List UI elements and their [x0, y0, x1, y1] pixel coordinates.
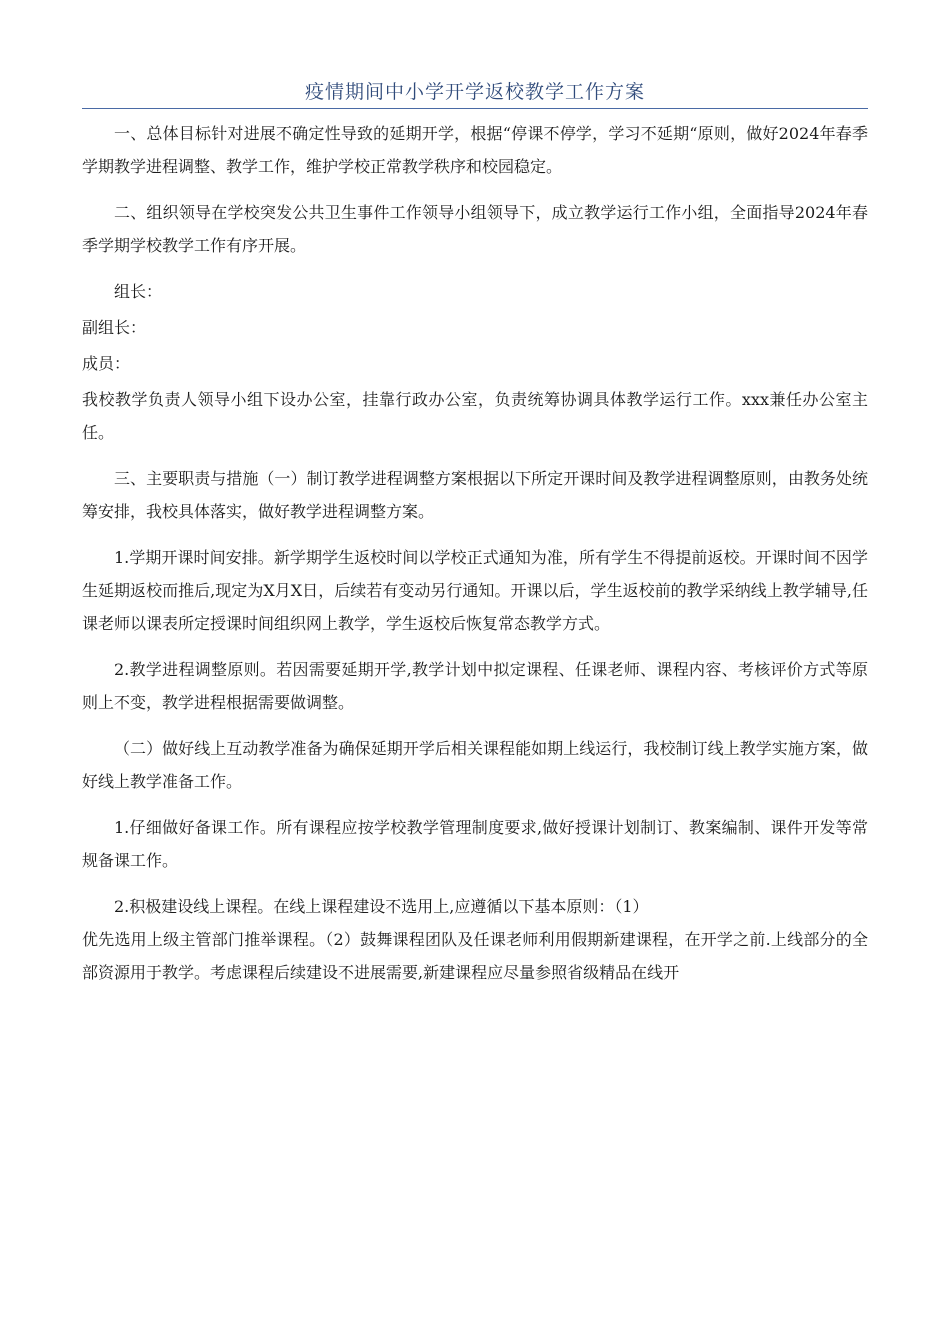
section-3-measures: 三、主要职责与措施（一）制订教学进程调整方案根据以下所定开课时间及教学进程调整原则，由教务处统筹安排，我校具体落实，做好教学进程调整方案。: [82, 469, 868, 521]
title-underline: [82, 108, 868, 109]
subsection-2-online-prep: （二）做好线上互动教学准备为确保延期开学后相关课程能如期上线运行，我校制订线上教学实施方案，做好线上教学准备工作。: [82, 739, 868, 791]
members-line: 成员：: [82, 354, 131, 373]
section-1-goal: 一、总体目标针对进展不确定性导致的延期开学，根据“停课不停学，学习不延期“原则，做好2024年春季学期教学进程调整、教学工作，维护学校正常教学秩序和校园稳定。: [82, 124, 868, 176]
item-2-online-courses: 2.积极建设线上课程。在线上课程建设不选用上,应遵循以下基本原则：（1）: [114, 897, 649, 916]
online-courses-continued: 优先选用上级主管部门推举课程。（2）鼓舞课程团队及任课老师利用假期新建课程，在开学之前.上线部分的全部资源用于教学。考虑课程后续建设不进展需要,新建课程应尽量参照省级精品在线开: [82, 930, 868, 982]
document-page: [82, 78, 868, 989]
deputy-leader-line: 副组长：: [82, 318, 147, 337]
group-leader-line: 组长：: [114, 282, 163, 301]
section-2-leadership: 二、组织领导在学校突发公共卫生事件工作领导小组领导下，成立教学运行工作小组，全面指导2024年春季学期学校教学工作有序开展。: [82, 203, 868, 255]
item-2-principle: 2.教学进程调整原则。若因需要延期开学,教学计划中拟定课程、任课老师、课程内容、考核评价方式等原则上不变，教学进程根据需要做调整。: [82, 660, 868, 712]
item-1-schedule: 1.学期开课时间安排。新学期学生返校时间以学校正式通知为准，所有学生不得提前返校。开课时间不因学生延期返校而推后,现定为X月X日，后续若有变动另行通知。开课以后，学生返校前的教学采纳线上教学辅导,任课老师以课表所定授课时间组织网上教学，学生返校后恢复常态教学方式。: [82, 548, 868, 633]
item-1-lesson-prep: 1.仔细做好备课工作。所有课程应按学校教学管理制度要求,做好授课计划制订、教案编制、课件开发等常规备课工作。: [82, 818, 868, 870]
office-paragraph: 我校教学负责人领导小组下设办公室，挂靠行政办公室，负责统筹协调具体教学运行工作。xxx兼任办公室主任。: [82, 390, 868, 442]
document-title: 疫情期间中小学开学返校教学工作方案: [304, 81, 645, 103]
